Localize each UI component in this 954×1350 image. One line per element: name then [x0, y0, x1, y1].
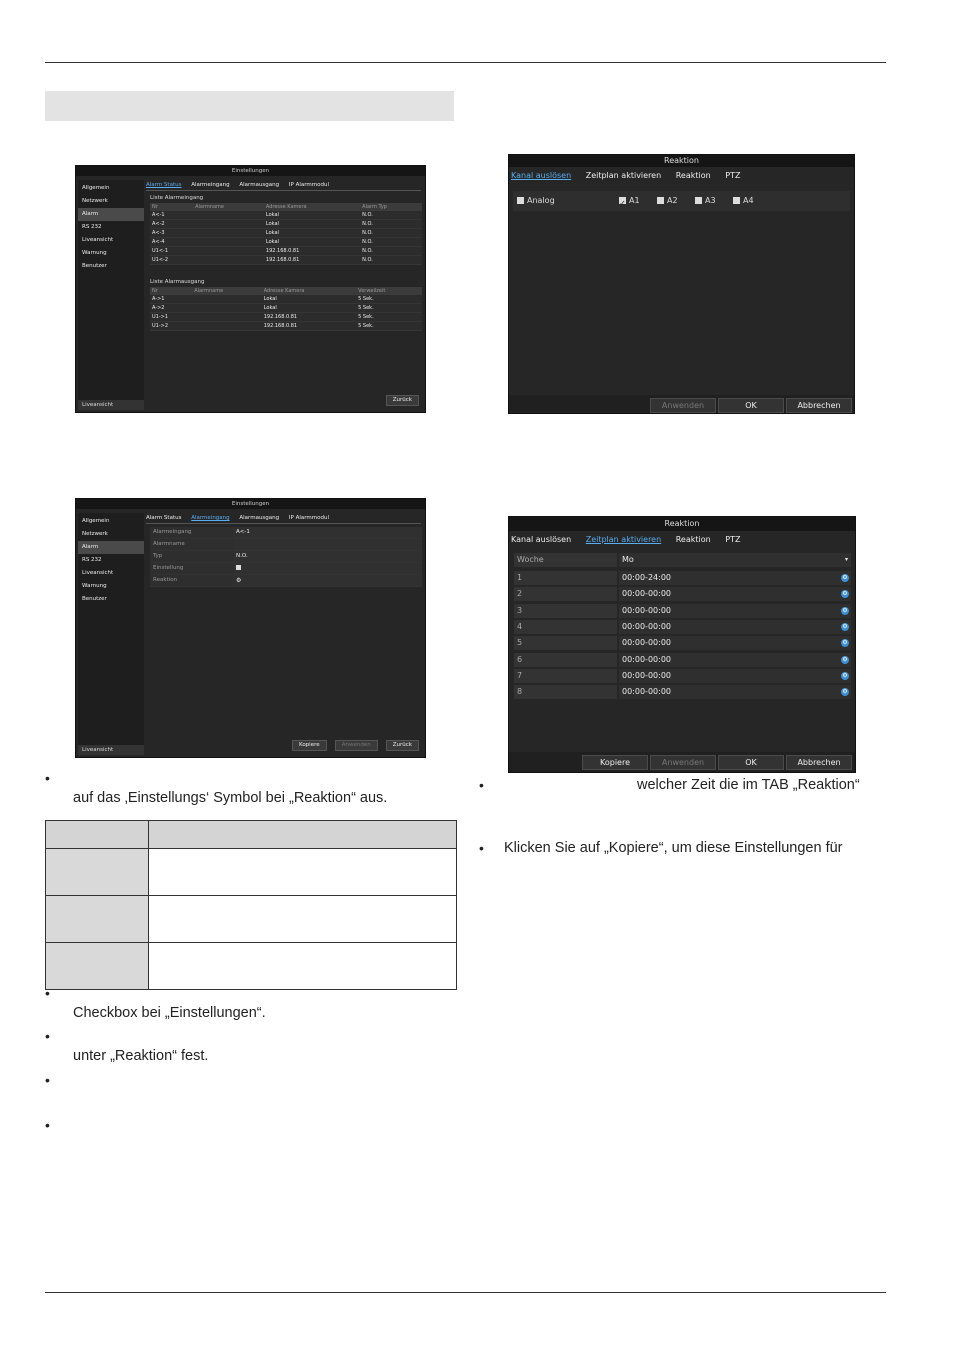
table-cell: [193, 247, 264, 256]
channel-a1[interactable]: [619, 191, 640, 211]
table-cell: Lokal: [262, 295, 356, 304]
a2-checkbox[interactable]: [657, 197, 664, 204]
table-cell: [193, 220, 264, 229]
settings-table: [45, 820, 457, 990]
sidebar-item-allgemein[interactable]: Allgemein: [82, 185, 110, 191]
ok-button[interactable]: OK: [718, 755, 784, 770]
apply-button[interactable]: Anwenden: [650, 398, 716, 413]
column-header: Alarmname: [192, 287, 261, 295]
bullet: •: [45, 770, 50, 786]
cancel-button[interactable]: Abbrechen: [786, 755, 852, 770]
schedule-time[interactable]: [619, 587, 851, 601]
table-cell: [149, 943, 457, 990]
channel-a4[interactable]: [733, 191, 754, 211]
back-button[interactable]: Zurück: [386, 740, 419, 751]
tab-alarmausgang[interactable]: Alarmausgang: [239, 515, 280, 521]
table-row[interactable]: [150, 211, 422, 220]
bullet: •: [479, 840, 484, 856]
table-row[interactable]: [150, 238, 422, 247]
schedule-index: 3: [514, 604, 617, 618]
field-value[interactable]: A<-1: [233, 527, 422, 538]
gear-icon[interactable]: ⚙: [842, 574, 848, 581]
table-cell: N.O.: [360, 211, 422, 220]
field-alarmeingang[interactable]: [150, 527, 422, 539]
top-rule: [45, 62, 886, 63]
gear-icon[interactable]: ⚙: [236, 577, 242, 584]
analog-label: Analog: [527, 196, 555, 205]
gear-icon[interactable]: ⚙: [842, 671, 848, 679]
table-cell: [193, 211, 264, 220]
tab-alarmeingang[interactable]: Alarmeingang: [191, 515, 230, 521]
text-line-kopiere: Klicken Sie auf „Kopiere“, um diese Einstellungen für: [504, 840, 843, 856]
table-cell: 5 Sek.: [356, 313, 422, 322]
bullet: •: [45, 1072, 50, 1088]
tab-alarmausgang[interactable]: Alarmausgang: [239, 182, 280, 188]
analog-checkbox-group[interactable]: [517, 191, 555, 211]
table-cell: Lokal: [264, 220, 360, 229]
table-cell: U1->1: [150, 313, 192, 322]
text-line-einstellungs-symbol: auf das ‚Einstellungs‘ Symbol bei „Reaktion“ aus.: [73, 790, 388, 806]
alarm-status-content: [146, 180, 421, 408]
table-cell: 192.168.0.81: [262, 313, 356, 322]
field-label: Einstellung: [150, 563, 233, 574]
sidebar-item-netzwerk[interactable]: Netzwerk: [82, 531, 108, 537]
table-cell: 5 Sek.: [356, 295, 422, 304]
table-cell: N.O.: [360, 220, 422, 229]
tab-zeitplan-aktivieren[interactable]: Zeitplan aktivieren: [585, 535, 662, 544]
gear-icon[interactable]: ⚙: [842, 688, 848, 696]
tab-kanal-ausloesen[interactable]: Kanal auslösen: [511, 171, 572, 180]
table-cell: Lokal: [264, 229, 360, 238]
tab-ip-alarmmodul[interactable]: IP Alarmmodul: [288, 182, 329, 188]
table-row[interactable]: [150, 256, 422, 265]
reaction-dialog-channel: [508, 154, 855, 414]
schedule-time-value: 00:00-00:00: [622, 638, 671, 648]
channel-a2[interactable]: [657, 191, 678, 211]
gear-icon[interactable]: ⚙: [842, 622, 848, 630]
schedule-row[interactable]: [514, 653, 851, 667]
schedule-time[interactable]: [619, 620, 851, 634]
tab-alarm-status[interactable]: Alarm Status: [146, 182, 182, 188]
gear-icon[interactable]: ⚙: [842, 606, 848, 614]
apply-button[interactable]: Anwenden: [650, 755, 716, 770]
tab-alarmeingang[interactable]: Alarmeingang: [191, 182, 230, 188]
alarm-status-screenshot: [75, 165, 426, 413]
table-cell: 192.168.0.81: [262, 322, 356, 331]
schedule-time-value: 00:00-00:00: [622, 670, 671, 680]
sidebar-item-allgemein[interactable]: Allgemein: [82, 518, 110, 524]
schedule-time-value: 00:00-00:00: [622, 605, 671, 615]
bullet: •: [45, 1028, 50, 1044]
schedule-time-value: 00:00-00:00: [622, 687, 671, 697]
schedule-row[interactable]: [514, 685, 851, 699]
text-line-checkbox: Checkbox bei „Einstellungen“.: [73, 1005, 266, 1021]
schedule-time[interactable]: [619, 669, 851, 683]
table-cell: 192.168.0.81: [264, 247, 360, 256]
schedule-time-value: 00:00-00:00: [622, 654, 671, 664]
field-value[interactable]: [233, 563, 422, 574]
sidebar-item-warnung[interactable]: Warnung: [82, 250, 107, 256]
gear-icon[interactable]: ⚙: [842, 590, 848, 598]
table-cell: [193, 229, 264, 238]
schedule-row[interactable]: [514, 669, 851, 683]
table-cell: [149, 896, 457, 943]
bottom-rule: [45, 1292, 886, 1293]
schedule-time-value: 00:00-00:00: [622, 589, 671, 599]
channel-label: A2: [667, 196, 678, 205]
field-label: Typ: [150, 551, 233, 562]
sidebar-item-alarm[interactable]: Alarm: [78, 208, 144, 221]
cancel-button[interactable]: Abbrechen: [786, 398, 852, 413]
settings-sidebar: [78, 513, 144, 755]
field-value[interactable]: N.O.: [233, 551, 422, 562]
copy-button[interactable]: Kopiere: [582, 755, 648, 770]
table-cell: [192, 313, 261, 322]
table-row[interactable]: [150, 247, 422, 256]
sidebar-item-benutzer[interactable]: Benutzer: [82, 263, 107, 269]
table-cell: A<-4: [150, 238, 193, 247]
table-cell: 5 Sek.: [356, 322, 422, 331]
table-row[interactable]: [150, 304, 422, 313]
dialog-buttons: [509, 395, 854, 413]
schedule-index: 4: [514, 620, 617, 634]
sidebar-item-liveansicht[interactable]: Liveansicht: [82, 570, 114, 576]
sidebar-item-alarm[interactable]: Alarm: [78, 541, 144, 554]
schedule-time[interactable]: [619, 685, 851, 699]
table-cell: Lokal: [262, 304, 356, 313]
dialog-title: Reaktion: [509, 155, 854, 167]
back-button[interactable]: Zurück: [386, 395, 419, 406]
gear-icon[interactable]: ⚙: [842, 639, 848, 647]
table-cell: A<-3: [150, 229, 193, 238]
liveansicht-button[interactable]: Liveansicht: [78, 400, 144, 410]
liveansicht-button[interactable]: Liveansicht: [78, 745, 144, 755]
table-cell: [149, 849, 457, 896]
dialog-title: Reaktion: [509, 517, 855, 531]
channel-row: [513, 191, 850, 211]
tab-bar: [146, 513, 421, 524]
table-cell: N.O.: [360, 247, 422, 256]
table-row[interactable]: [150, 295, 422, 304]
table-cell: A<-1: [150, 211, 193, 220]
week-value: Mo: [622, 555, 634, 564]
column-header: Nr: [150, 287, 192, 295]
sidebar-item-netzwerk[interactable]: Netzwerk: [82, 198, 108, 204]
table-header-cell: [149, 821, 457, 849]
table-cell: Lokal: [264, 238, 360, 247]
tab-alarm-status[interactable]: Alarm Status: [146, 515, 182, 521]
sidebar-item-rs232[interactable]: RS 232: [82, 557, 102, 563]
field-value[interactable]: [233, 539, 422, 550]
table-cell: U1->2: [150, 322, 192, 331]
alarm-output-table: [150, 287, 422, 331]
text-line-zeit: welcher Zeit die im TAB „Reaktion“: [637, 777, 860, 793]
field-typ[interactable]: [150, 551, 422, 563]
settings-sidebar: [78, 180, 144, 410]
sidebar-item-benutzer[interactable]: Benutzer: [82, 596, 107, 602]
window-title: Einstellungen: [76, 499, 425, 509]
window-title: Einstellungen: [76, 166, 425, 176]
column-header: Adresse Kamera: [264, 203, 360, 211]
table-cell: [192, 295, 261, 304]
column-header: Alarm Typ: [360, 203, 422, 211]
tab-zeitplan-aktivieren[interactable]: Zeitplan aktivieren: [585, 171, 662, 180]
field-alarmname[interactable]: [150, 539, 422, 551]
tab-reaktion[interactable]: Reaktion: [675, 171, 711, 180]
schedule-index: 6: [514, 653, 617, 667]
dialog-buttons: [509, 752, 855, 772]
field-label: Alarmname: [150, 539, 233, 550]
channel-label: A3: [705, 196, 716, 205]
column-header: Verweilzeit: [356, 287, 422, 295]
schedule-time-value: 00:00-00:00: [622, 621, 671, 631]
tab-kanal-ausloesen[interactable]: Kanal auslösen: [511, 535, 572, 544]
column-header: Alarmname: [193, 203, 264, 211]
table-row[interactable]: [150, 322, 422, 331]
table-cell: 5 Sek.: [356, 304, 422, 313]
schedule-row[interactable]: [514, 636, 851, 650]
schedule-time[interactable]: [619, 604, 851, 618]
sidebar-item-warnung[interactable]: Warnung: [82, 583, 107, 589]
schedule-index: 1: [514, 571, 617, 585]
table-row[interactable]: [150, 220, 422, 229]
schedule-index: 5: [514, 636, 617, 650]
schedule-row[interactable]: [514, 571, 851, 585]
alarm-input-screenshot: [75, 498, 426, 758]
schedule-index: 7: [514, 669, 617, 683]
table-cell: [192, 322, 261, 331]
table-header-cell: [46, 821, 149, 849]
analog-checkbox[interactable]: [517, 197, 524, 204]
table-cell: N.O.: [360, 229, 422, 238]
einstellung-checkbox[interactable]: [236, 565, 241, 570]
table-cell: N.O.: [360, 256, 422, 265]
column-header: Nr: [150, 203, 193, 211]
table-cell: [192, 304, 261, 313]
table-cell: A<-2: [150, 220, 193, 229]
field-value[interactable]: [233, 575, 422, 586]
tab-reaktion[interactable]: Reaktion: [675, 535, 711, 544]
schedule-index: 2: [514, 587, 617, 601]
apply-button[interactable]: Anwenden: [335, 740, 378, 751]
dialog-tabs: [509, 169, 854, 183]
schedule-time[interactable]: [619, 653, 851, 667]
button-row: [383, 386, 419, 406]
table-row[interactable]: [150, 229, 422, 238]
chevron-down-icon: ▾: [844, 556, 848, 563]
table-row[interactable]: [150, 313, 422, 322]
table-cell: A->2: [150, 304, 192, 313]
text-line-reaktion: unter „Reaktion“ fest.: [73, 1048, 209, 1064]
week-select-row[interactable]: [514, 553, 851, 567]
schedule-row[interactable]: [514, 587, 851, 601]
week-select[interactable]: [619, 553, 851, 567]
table-cell: A->1: [150, 295, 192, 304]
button-row: [289, 731, 419, 751]
alarm-input-content: [146, 513, 421, 753]
input-list-heading: Liste Alarmeingang: [150, 195, 204, 201]
field-label: Alarmeingang: [150, 527, 233, 538]
tab-bar: [146, 180, 421, 191]
tab-ip-alarmmodul[interactable]: IP Alarmmodul: [288, 515, 329, 521]
table-cell: [46, 849, 149, 896]
column-header: Adresse Kamera: [262, 287, 356, 295]
sidebar-item-rs232[interactable]: RS 232: [82, 224, 102, 230]
table-cell: Lokal: [264, 211, 360, 220]
bullet: •: [45, 1117, 50, 1133]
schedule-time[interactable]: [619, 571, 851, 585]
table-cell: [46, 943, 149, 990]
channel-label: A4: [743, 196, 754, 205]
output-list-heading: Liste Alarmausgang: [150, 279, 205, 285]
bullet: •: [45, 985, 50, 1001]
schedule-time-value: 00:00-24:00: [622, 573, 671, 582]
section-heading-band: [45, 91, 454, 121]
table-cell: U1<-2: [150, 256, 193, 265]
table-cell: [46, 896, 149, 943]
a3-checkbox[interactable]: [695, 197, 702, 204]
dialog-tabs: [509, 533, 855, 547]
ok-button[interactable]: OK: [718, 398, 784, 413]
sidebar-item-liveansicht[interactable]: Liveansicht: [82, 237, 114, 243]
table-cell: N.O.: [360, 238, 422, 247]
week-label: Woche: [514, 553, 617, 567]
field-reaktion[interactable]: [150, 575, 422, 587]
field-einstellung[interactable]: [150, 563, 422, 575]
schedule-row[interactable]: [514, 620, 851, 634]
a4-checkbox[interactable]: [733, 197, 740, 204]
table-cell: 192.168.0.81: [264, 256, 360, 265]
gear-icon[interactable]: ⚙: [842, 655, 848, 663]
tab-ptz[interactable]: PTZ: [725, 171, 741, 180]
reaction-dialog-schedule: [508, 516, 856, 773]
schedule-time[interactable]: [619, 636, 851, 650]
field-label: Reaktion: [150, 575, 233, 586]
channel-label: A1: [629, 196, 640, 205]
a1-checkbox[interactable]: [619, 197, 626, 204]
table-cell: U1<-1: [150, 247, 193, 256]
alarm-input-table: [150, 203, 422, 265]
schedule-row[interactable]: [514, 604, 851, 618]
channel-a3[interactable]: [695, 191, 716, 211]
copy-button[interactable]: Kopiere: [292, 740, 327, 751]
schedule-index: 8: [514, 685, 617, 699]
tab-ptz[interactable]: PTZ: [725, 535, 741, 544]
table-cell: [193, 256, 264, 265]
table-cell: [193, 238, 264, 247]
bullet: •: [479, 777, 484, 793]
